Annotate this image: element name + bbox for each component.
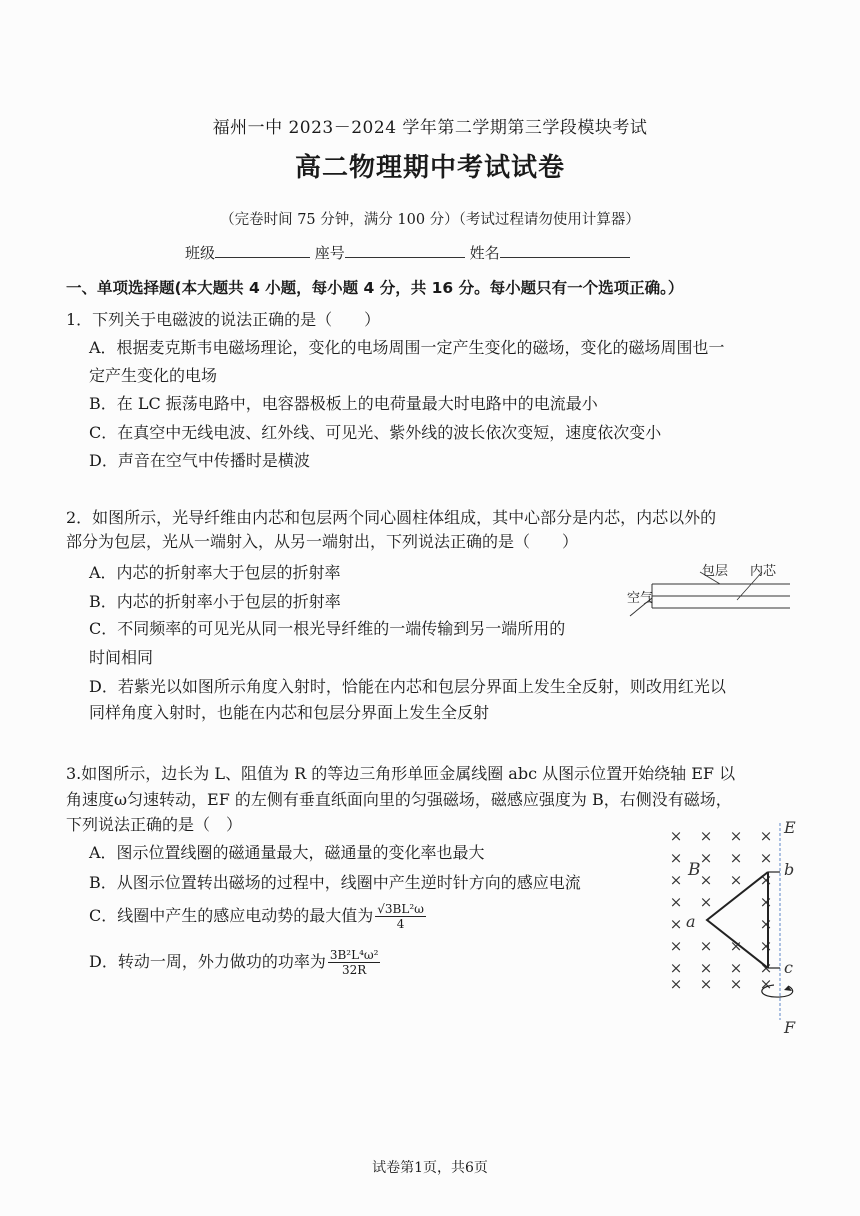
student-info-fields [185,243,630,263]
q2-stem-line1: 2．如图所示，光导纤维由内芯和包层两个同心圆柱体组成，其中心部分是内芯，内芯以外的 [66,508,717,527]
page-footer: 试卷第1页，共6页 [372,1160,488,1176]
field-cross: × [699,893,713,911]
field-cross: × [729,937,743,955]
coil-magnetic-field-figure [660,815,810,1040]
q1-option-a-line1: A．根据麦克斯韦电磁场理论，变化的电场周围一定产生变化的磁场，变化的磁场周围也一 [89,338,725,357]
field-cross: × [729,827,743,845]
q2-option-c-line2: 时间相同 [89,648,154,667]
q1-option-d: D．声音在空气中传播时是横波 [89,451,310,470]
field-cross: × [699,827,713,845]
field-cross: × [669,871,683,889]
label-e: E [784,818,796,837]
label-vertex-a: a [686,912,696,931]
label-f: F [784,1018,796,1037]
q3-option-b: B．从图示位置转出磁场的过程中，线圈中产生逆时针方向的感应电流 [89,873,581,892]
field-cross: × [729,975,743,993]
emf-numerator: √3BL²ω [377,902,424,916]
section-heading: 一、单项选择题(本大题共 4 小题，每小题 4 分，共 16 分。每小题只有一个选项正确。） [66,279,684,297]
q3-option-c-text: C．线圈中产生的感应电动势的最大值为 [89,906,374,925]
seat-label: 座号 [314,244,345,262]
q2-option-d-line2: 同样角度入射时，也能在内芯和包层分界面上发生全反射 [89,703,490,722]
q2-option-d-line1: D．若紫光以如图所示角度入射时，恰能在内芯和包层分界面上发生全反射，则改用红光以 [89,677,726,696]
q3-stem-line1: 3.如图所示，边长为 L、阻值为 R 的等边三角形单匝金属线圈 abc 从图示位置开始绕轴 EF 以 [66,764,736,783]
name-label: 姓名 [469,244,500,262]
field-cross: × [729,849,743,867]
q3-option-d-text: D．转动一周，外力做功的功率为 [89,952,326,971]
field-cross: × [669,937,683,955]
q3-stem-line3: 下列说法正确的是（ ） [66,815,243,834]
class-label: 班级 [185,244,216,262]
field-cross: × [759,849,773,867]
label-vertex-b: b [784,860,795,879]
label-b-field: B [688,860,701,880]
power-denominator: 32R [342,963,367,977]
field-cross: × [669,959,683,977]
field-cross: × [699,849,713,867]
field-cross: × [759,915,773,933]
field-cross: × [759,827,773,845]
seat-blank[interactable] [345,243,465,258]
q3-option-a: A．图示位置线圈的磁通量最大，磁通量的变化率也最大 [89,843,485,862]
field-cross: × [699,959,713,977]
emf-max-fraction [375,902,426,931]
field-cross: × [669,827,683,845]
class-blank[interactable] [215,243,310,258]
q1-stem: 1．下列关于电磁波的说法正确的是（ ） [66,310,381,329]
q2-option-b: B．内芯的折射率小于包层的折射率 [89,592,341,611]
q1-option-b: B．在 LC 振荡电路中，电容器极板上的电荷量最大时电路中的电流最小 [89,394,598,413]
field-cross: × [669,893,683,911]
emf-denominator: 4 [396,917,405,931]
q1-option-a-line2: 定产生变化的电场 [89,366,218,385]
field-cross: × [699,937,713,955]
field-cross: × [699,975,713,993]
field-cross: × [759,937,773,955]
q3-option-d [89,948,380,977]
field-cross: × [699,871,713,889]
label-vertex-c: c [784,958,793,977]
q1-option-c: C．在真空中无线电波、红外线、可见光、紫外线的波长依次变短，速度依次变小 [89,423,662,442]
q3-option-c [89,902,426,931]
exam-title: 福州一中 2023－2024 学年第二学期第三学段模块考试 [212,118,648,138]
core-label: 内芯 [750,564,777,579]
q2-stem-line2: 部分为包层，光从一端射入，从另一端射出，下列说法正确的是（ ） [66,532,579,551]
name-blank[interactable] [500,243,630,258]
power-numerator: 3B²L⁴ω² [329,948,379,962]
field-cross: × [759,893,773,911]
q2-option-c-line1: C．不同频率的可见光从同一根光导纤维的一端传输到另一端所用的 [89,619,566,638]
optical-fiber-figure [622,560,792,632]
field-cross: × [759,975,773,993]
field-cross: × [669,849,683,867]
field-cross: × [759,959,773,977]
field-cross: × [669,915,683,933]
power-fraction [328,948,381,977]
field-cross: × [669,975,683,993]
field-cross: × [729,959,743,977]
field-cross: × [759,871,773,889]
q2-option-a: A．内芯的折射率大于包层的折射率 [89,563,341,582]
cladding-label: 包层 [702,564,729,579]
field-cross: × [729,871,743,889]
exam-note: （完卷时间 75 分钟，满分 100 分）（考试过程请勿使用计算器） [220,212,640,228]
q3-stem-line2: 角速度ω匀速转动，EF 的左侧有垂直纸面向里的匀强磁场，磁感应强度为 B，右侧没有磁场， [66,790,732,809]
air-label: 空气 [627,591,654,606]
paper-title: 高二物理期中考试试卷 [294,153,565,183]
